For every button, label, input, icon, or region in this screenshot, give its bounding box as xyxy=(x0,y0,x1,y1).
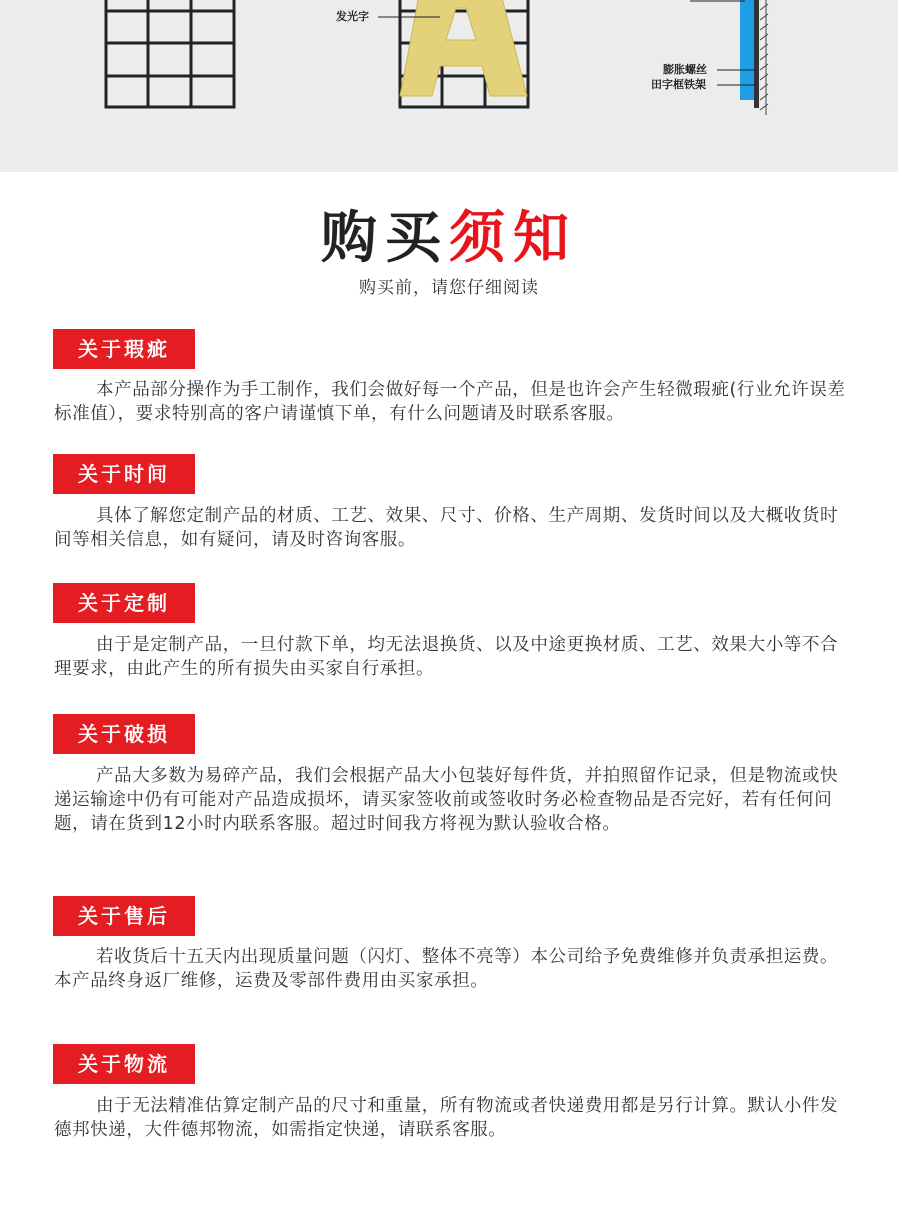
side-frame xyxy=(754,0,759,108)
page-title xyxy=(0,206,898,272)
section-body-logistics: 由于无法精准估算定制产品的尺寸和重量，所有物流或者快递费用都是另行计算。默认小件发德邦快递，大件德邦物流，如需指定快递，请联系客服。 xyxy=(54,1096,839,1140)
section-title-after-sales: 关于售后 xyxy=(53,896,195,936)
installation-diagram xyxy=(0,0,898,172)
section-body-flaws: 本产品部分操作为手工制作，我们会做好每一个产品，但是也许会产生轻微瑕疵(行业允许误差标准值），要求特别高的客户请谨慎下单，有什么问题请及时联系客服。 xyxy=(54,380,846,424)
section-body-customization: 由于是定制产品，一旦付款下单，均无法退换货、以及中途更换材质、工艺、效果大小等不合理要求，由此产生的所有损失由买家自行承担。 xyxy=(54,635,839,679)
section-body-after-sales: 若收货后十五天内出现质量问题（闪灯、整体不亮等）本公司给予免费维修并负责承担运费。本产品终身返厂维修，运费及零部件费用由买家承担。 xyxy=(54,947,839,991)
grid-frame-left xyxy=(106,0,234,107)
wall-hatch xyxy=(760,0,768,115)
section-title-flaws: 关于瑕疵 xyxy=(53,329,195,369)
label-iron-frame: 田字框铁架 xyxy=(651,78,706,91)
label-glow-letter: 发光字 xyxy=(336,10,369,23)
page-title-red: 须知 xyxy=(449,206,577,271)
glow-letter-a xyxy=(400,0,527,96)
section-body-time: 具体了解您定制产品的材质、工艺、效果、尺寸、价格、生产周期、发货时间以及大概收货时间等相关信息，如有疑问，请及时咨询客服。 xyxy=(54,506,839,550)
section-title-time: 关于时间 xyxy=(53,454,195,494)
page-subtitle: 购买前，请您仔细阅读 xyxy=(359,278,539,298)
section-body-damage: 产品大多数为易碎产品，我们会根据产品大小包装好每件货，并拍照留作记录，但是物流或快递运输途中仍有可能对产品造成损坏，请买家签收前或签收时务必检查物品是否完好，若有任何问题，请在货到12小时内联系客服。超过时间我方将视为默认验收合格。 xyxy=(54,766,839,834)
label-expansion-screw: 膨胀螺丝 xyxy=(663,63,707,76)
section-title-damage: 关于破损 xyxy=(53,714,195,754)
page-title-dark: 购买 xyxy=(321,206,449,271)
section-title-logistics: 关于物流 xyxy=(53,1044,195,1084)
section-title-customization: 关于定制 xyxy=(53,583,195,623)
diagram-illustration xyxy=(0,0,898,172)
